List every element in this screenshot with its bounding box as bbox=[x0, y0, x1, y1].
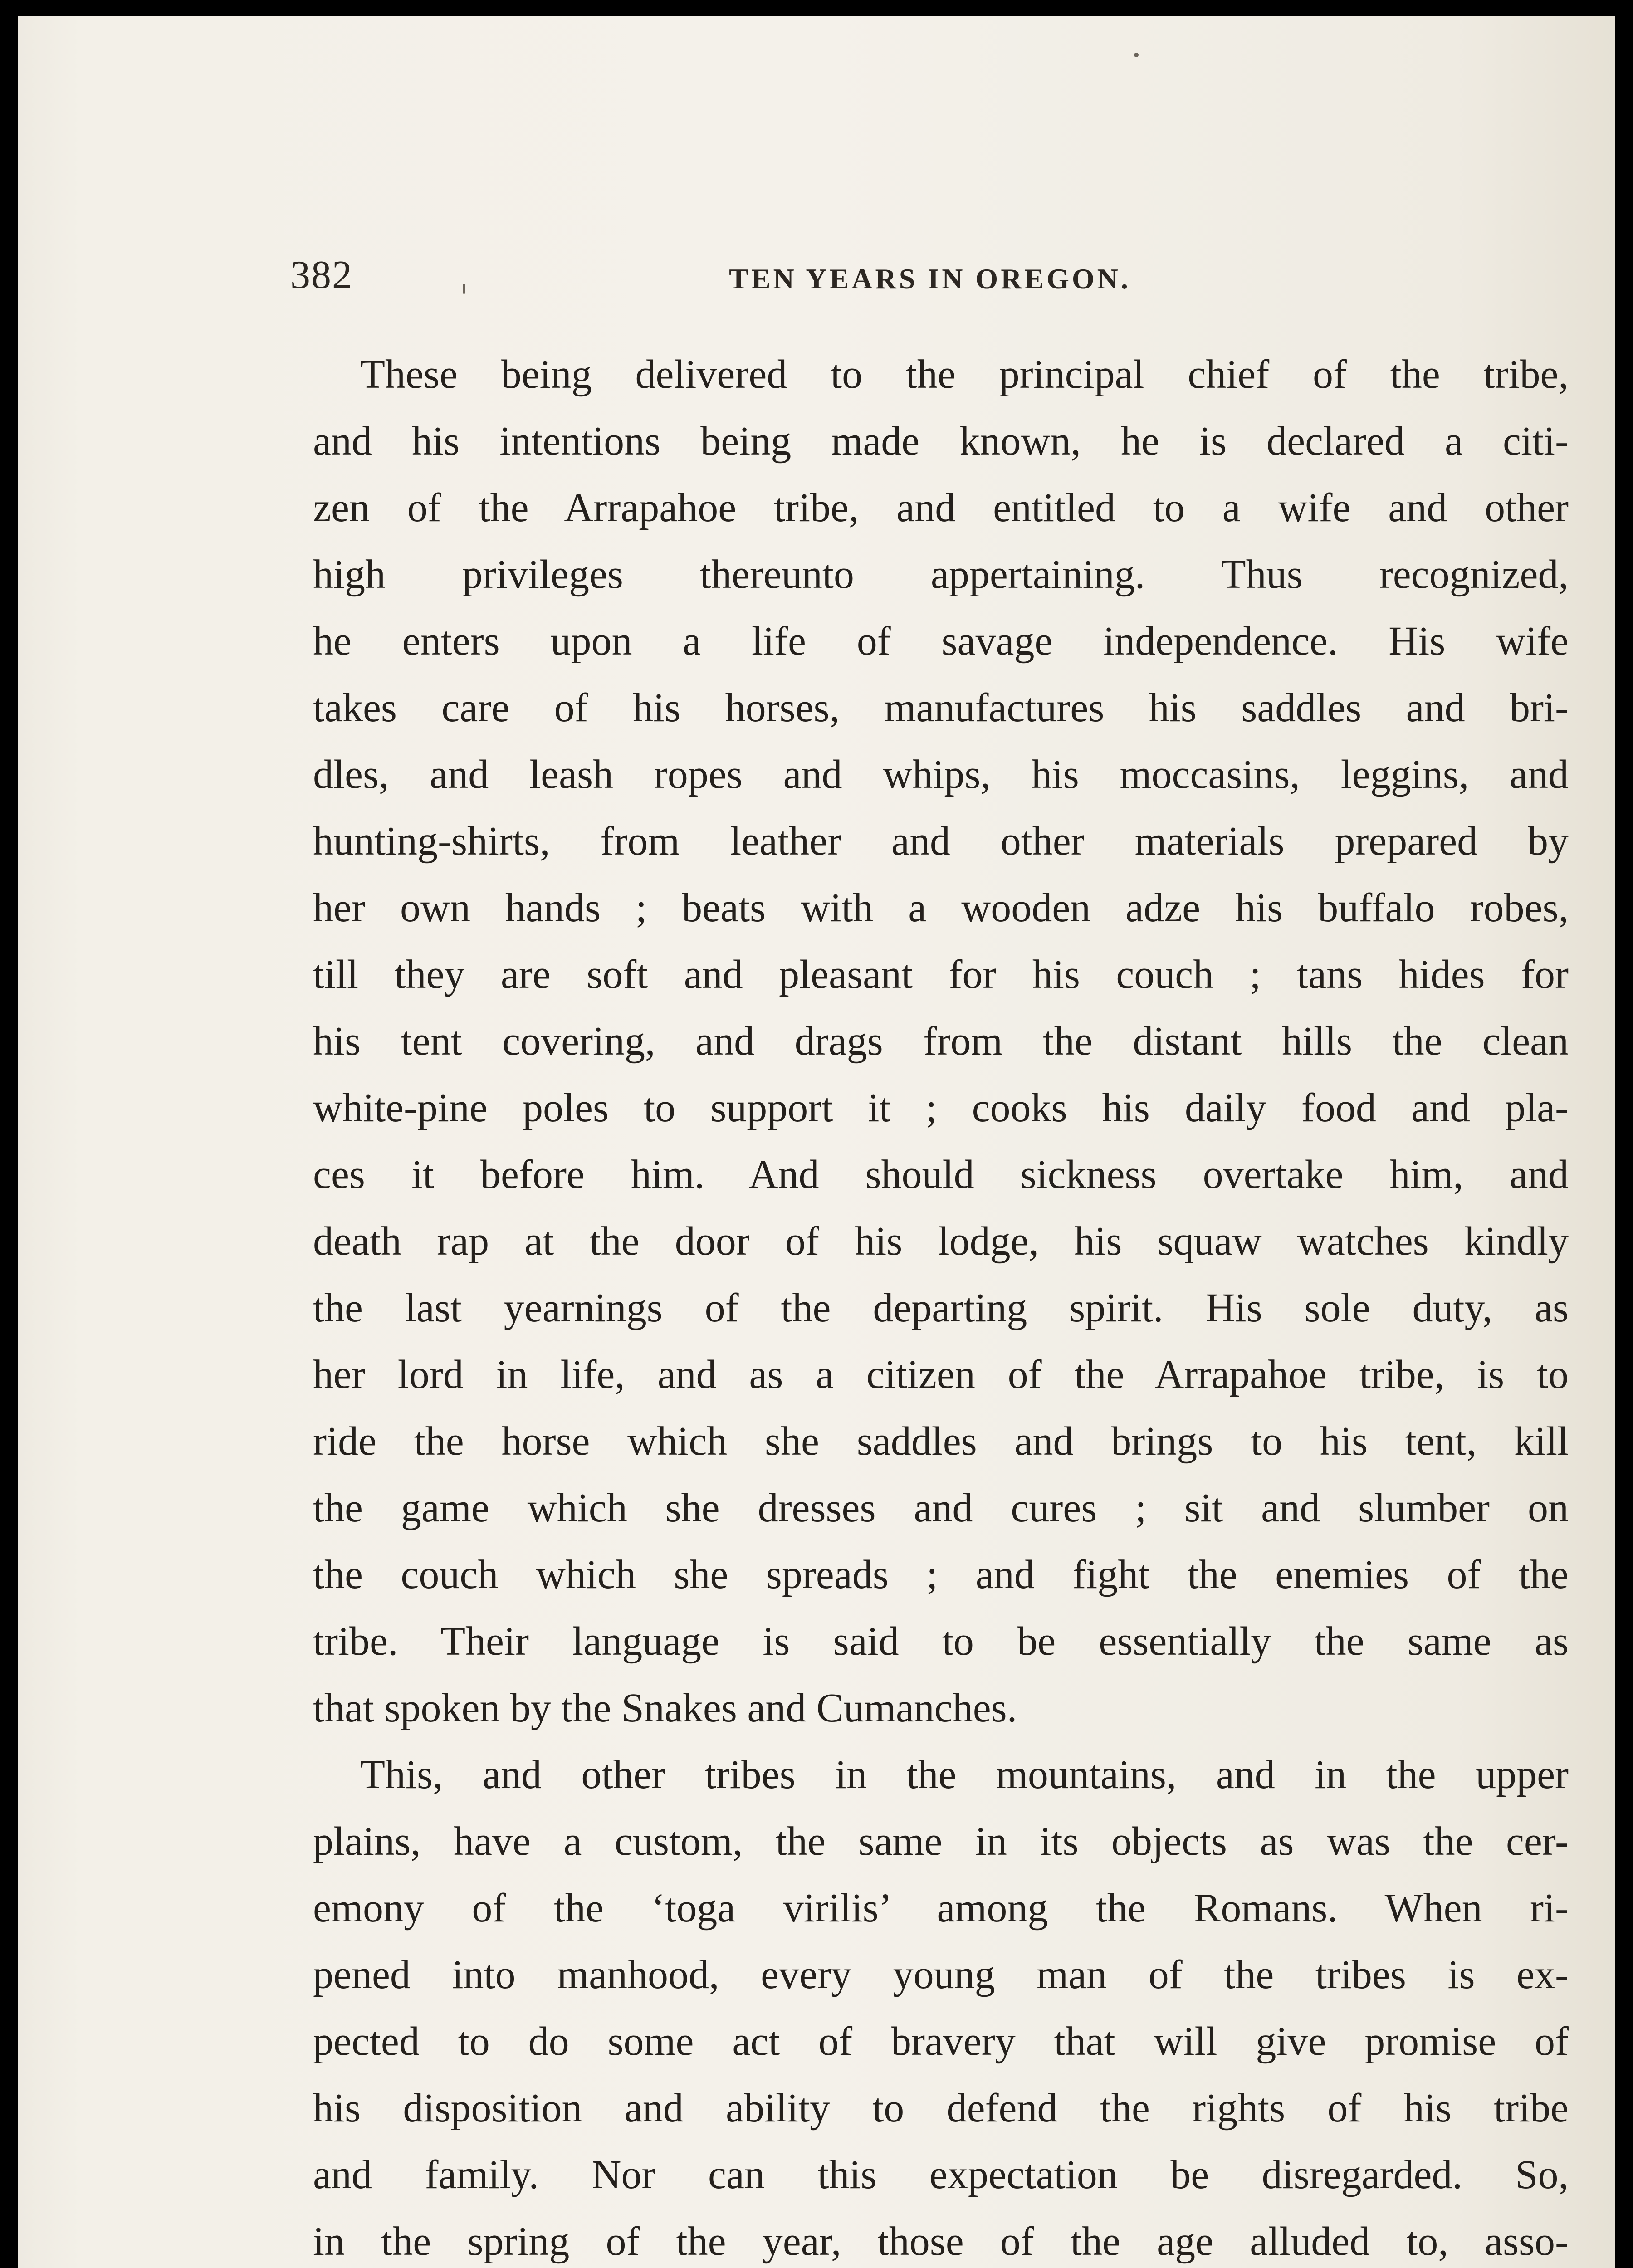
text-line: emony of the ‘toga virilis’ among the Romans. When ri- bbox=[313, 1886, 1569, 1931]
print-speck bbox=[1134, 53, 1139, 57]
text-line: till they are soft and pleasant for his couch ; tans hides for bbox=[313, 952, 1569, 997]
text-line: ces it before him. And should sickness overtake him, and bbox=[313, 1152, 1569, 1197]
text-line: and his intentions being made known, he is declared a citi- bbox=[313, 419, 1569, 464]
text-line: These being delivered to the principal chief of the tribe, bbox=[360, 352, 1569, 397]
text-line: high privileges thereunto appertaining. Thus recognized, bbox=[313, 552, 1569, 597]
text-line: and family. Nor can this expectation be disregarded. So, bbox=[313, 2152, 1569, 2197]
text-line: her own hands ; beats with a wooden adze his buffalo robes, bbox=[313, 885, 1569, 930]
text-line: pened into manhood, every young man of the tribes is ex- bbox=[313, 1952, 1569, 1997]
text-line: takes care of his horses, manufactures his saddles and bri- bbox=[313, 685, 1569, 730]
text-line: her lord in life, and as a citizen of the Arrapahoe tribe, is to bbox=[313, 1352, 1569, 1397]
text-line: the game which she dresses and cures ; sit and slumber on bbox=[313, 1486, 1569, 1530]
text-line: his disposition and ability to defend the rights of his tribe bbox=[313, 2086, 1569, 2131]
text-line: This, and other tribes in the mountains, and in the upper bbox=[360, 1752, 1569, 1797]
text-line: white-pine poles to support it ; cooks his daily food and pla- bbox=[313, 1085, 1569, 1130]
text-line: zen of the Arrapahoe tribe, and entitled to a wife and other bbox=[313, 485, 1569, 530]
text-line: his tent covering, and drags from the distant hills the clean bbox=[313, 1019, 1569, 1064]
book-page bbox=[18, 16, 1615, 2268]
text-line: the last yearnings of the departing spirit. His sole duty, as bbox=[313, 1286, 1569, 1330]
running-head bbox=[290, 252, 1569, 307]
text-line: he enters upon a life of savage independence. His wife bbox=[313, 619, 1569, 664]
text-line: that spoken by the Snakes and Cumanches. bbox=[313, 1686, 1017, 1730]
text-line: in the spring of the year, those of the age alluded to, asso- bbox=[313, 2219, 1569, 2264]
text-line: ride the horse which she saddles and brings to his tent, kill bbox=[313, 1419, 1569, 1464]
text-line: hunting-shirts, from leather and other materials prepared by bbox=[313, 819, 1569, 864]
text-line: tribe. Their language is said to be essentially the same as bbox=[313, 1619, 1569, 1664]
text-line: death rap at the door of his lodge, his squaw watches kindly bbox=[313, 1219, 1569, 1264]
text-line: dles, and leash ropes and whips, his moccasins, leggins, and bbox=[313, 752, 1569, 797]
text-line: plains, have a custom, the same in its objects as was the cer- bbox=[313, 1819, 1569, 1864]
text-line: pected to do some act of bravery that will give promise of bbox=[313, 2019, 1569, 2064]
text-line: the couch which she spreads ; and fight the enemies of the bbox=[313, 1552, 1569, 1597]
page-title: TEN YEARS IN OREGON. bbox=[729, 263, 1131, 295]
body-text bbox=[313, 341, 1569, 2268]
page-number: 382 bbox=[290, 253, 353, 297]
